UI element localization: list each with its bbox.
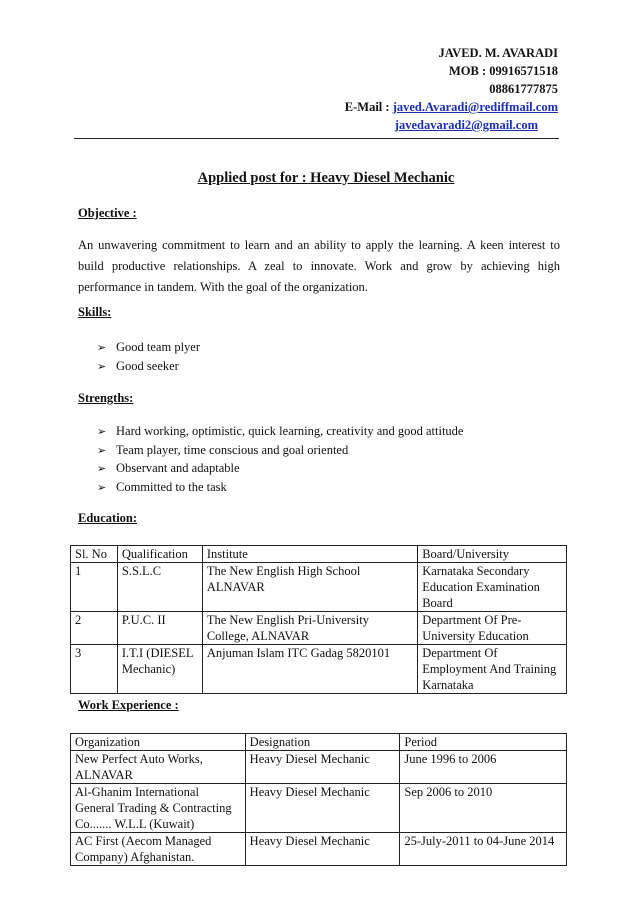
table-cell: The New English High School ALNAVAR [202, 563, 417, 612]
strength-item: Committed to the task [116, 479, 227, 494]
table-cell: P.U.C. II [117, 612, 202, 645]
table-cell: 2 [71, 612, 118, 645]
table-cell: Sep 2006 to 2010 [400, 784, 567, 833]
arrow-bullet-icon: ➢ [97, 463, 107, 475]
email-row-2 [345, 116, 558, 134]
skills-list [97, 339, 200, 376]
table-cell: Department Of Pre-University Education [418, 612, 567, 645]
table-row [71, 833, 567, 866]
arrow-bullet-icon: ➢ [97, 342, 107, 354]
header-cell: Period [400, 734, 567, 751]
education-table [70, 545, 567, 694]
strength-item: Observant and adaptable [116, 461, 240, 475]
header-cell: Sl. No [71, 546, 118, 563]
list-item [97, 479, 464, 498]
arrow-bullet-icon: ➢ [97, 360, 107, 373]
table-cell: June 1996 to 2006 [400, 751, 567, 784]
skill-item: Good team plyer [116, 340, 201, 354]
header-cell: Organization [71, 734, 246, 751]
skills-heading: Skills: [78, 305, 112, 319]
objective-text: An unwavering commitment to learn and an ability to apply the learning. A keen interest to build productive relationships. A zeal to innovate. Work and grow by achieving high performance in tandem. With the goal of the organization. [78, 238, 560, 294]
applied-post-prefix: Applied post for : [197, 170, 311, 186]
email-link-1[interactable]: javed.Avaradi@rediffmail.com [392, 100, 558, 114]
table-cell: AC First (Aecom Managed Company) Afghanistan. [71, 833, 246, 866]
list-item [97, 358, 200, 377]
table-cell: Al-Ghanim International General Trading & Contracting Co....... W.L.L (Kuwait) [71, 784, 246, 833]
table-row [71, 612, 567, 645]
arrow-bullet-icon: ➢ [97, 481, 107, 494]
table-cell: Heavy Diesel Mechanic [245, 784, 400, 833]
table-cell: Department Of Employment And Training Karnataka [418, 645, 567, 694]
table-cell: Heavy Diesel Mechanic [245, 751, 400, 784]
table-cell: S.S.L.C [117, 563, 202, 612]
header-divider [74, 138, 559, 139]
table-cell: 1 [71, 563, 118, 612]
header-cell: Board/University [418, 546, 567, 563]
skill-item: Good seeker [116, 358, 179, 373]
objective-heading: Objective : [78, 206, 137, 220]
education-heading: Education: [78, 511, 138, 525]
table-header-row [71, 546, 567, 563]
list-item [97, 460, 464, 479]
table-cell: 25-July-2011 to 04-June 2014 [400, 833, 567, 866]
arrow-bullet-icon: ➢ [97, 444, 107, 457]
table-cell: The New English Pri-University College, ALNAVAR [202, 612, 417, 645]
candidate-name: JAVED. M. AVARADI [438, 46, 558, 60]
applied-post-title: Heavy Diesel Mechanic [310, 170, 455, 186]
arrow-bullet-icon: ➢ [97, 426, 107, 438]
table-row [71, 645, 567, 694]
table-cell: 3 [71, 645, 118, 694]
table-cell: Karnataka Secondary Education Examination Board [418, 563, 567, 612]
strengths-list [97, 423, 464, 497]
table-cell: I.T.I (DIESEL Mechanic) [117, 645, 202, 694]
header-cell: Qualification [117, 546, 202, 563]
work-experience-table [70, 733, 567, 866]
table-header-row [71, 734, 567, 751]
contact-header [345, 44, 558, 134]
strength-item: Hard working, optimistic, quick learning, creativity and good attitude [116, 424, 464, 438]
strengths-heading: Strengths: [78, 391, 134, 405]
header-cell: Designation [245, 734, 400, 751]
header-cell: Institute [202, 546, 417, 563]
list-item [97, 339, 200, 358]
list-item [97, 423, 464, 442]
email-link-2[interactable]: javedavaradi2@gmail.com [394, 118, 538, 132]
table-row [71, 563, 567, 612]
table-row [71, 751, 567, 784]
table-cell: Anjuman Islam ITC Gadag 5820101 [202, 645, 417, 694]
mobile-number-2: 08861777875 [489, 82, 558, 96]
email-label: E-Mail : [344, 100, 393, 114]
applied-post-heading [0, 170, 638, 187]
email-row [345, 98, 558, 116]
table-row [71, 784, 567, 833]
strength-item: Team player, time conscious and goal oriented [116, 442, 349, 457]
list-item [97, 442, 464, 461]
mobile-number: MOB : 09916571518 [448, 64, 558, 78]
table-cell: New Perfect Auto Works, ALNAVAR [71, 751, 246, 784]
work-experience-heading: Work Experience : [78, 698, 179, 712]
table-cell: Heavy Diesel Mechanic [245, 833, 400, 866]
